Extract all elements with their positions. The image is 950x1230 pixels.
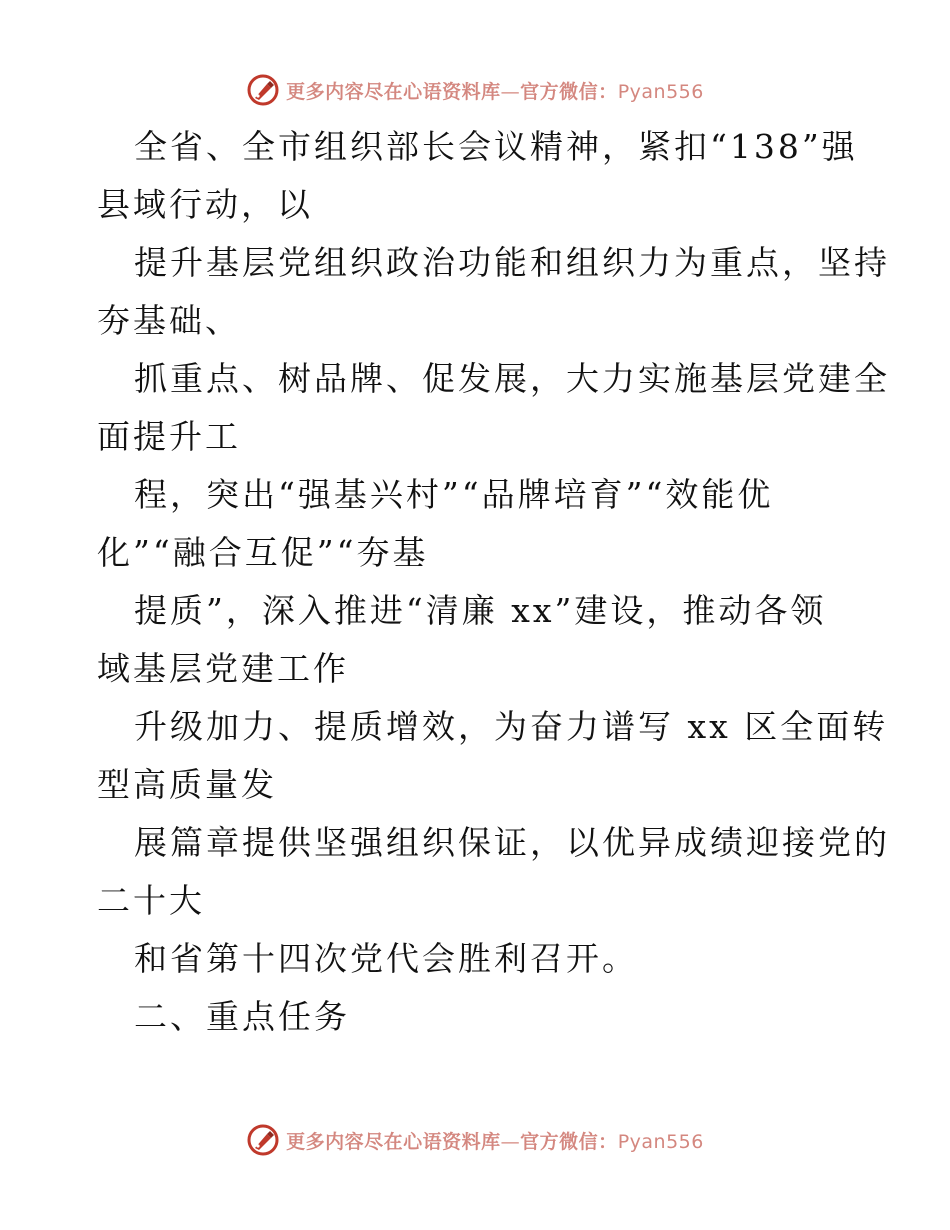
header-watermark: [0, 70, 950, 110]
footer-watermark: [0, 1120, 950, 1160]
paragraph-line: 抓重点、树品牌、促发展，大力实施基层党建全: [134, 359, 890, 398]
paragraph-line: 二十大: [97, 881, 205, 920]
paragraph-line: 面提升工: [97, 417, 241, 456]
watermark-main: 更多内容尽在心语资料库: [286, 1130, 501, 1153]
pen-logo-icon: [246, 1123, 280, 1157]
paragraph-line: 提升基层党组织政治功能和组织力为重点，坚持: [134, 243, 890, 282]
paragraph-line: 县域行动，以: [97, 185, 313, 224]
watermark-separator: —: [500, 80, 521, 103]
watermark-text: [286, 1127, 704, 1154]
watermark-contact: 官方微信：: [520, 1130, 618, 1153]
paragraph-line: 域基层党建工作: [97, 649, 349, 688]
paragraph-line: 升级加力、提质增效，为奋力谱写 xx 区全面转: [134, 707, 889, 746]
watermark-separator: —: [500, 1130, 521, 1153]
watermark-contact: 官方微信：: [520, 80, 618, 103]
watermark-id: Pyan556: [617, 1130, 704, 1153]
watermark-main: 更多内容尽在心语资料库: [286, 80, 501, 103]
pen-logo-icon: [246, 73, 280, 107]
document-body: [97, 118, 890, 1046]
paragraph-line: 和省第十四次党代会胜利召开。: [134, 939, 638, 978]
watermark-id: Pyan556: [617, 80, 704, 103]
paragraph-line: 型高质量发: [97, 765, 277, 804]
paragraph-line: 提质”，深入推进“清廉 xx”建设，推动各领: [134, 591, 827, 630]
section-heading: 二、重点任务: [134, 997, 350, 1036]
watermark-text: [286, 77, 704, 104]
paragraph-line: 展篇章提供坚强组织保证，以优异成绩迎接党的: [134, 823, 890, 862]
paragraph-line: 化”“融合互促”“夯基: [97, 533, 429, 572]
paragraph-line: 程，突出“强基兴村”“品牌培育”“效能优: [134, 475, 774, 514]
paragraph-line: 全省、全市组织部长会议精神，紧扣“138”强: [134, 127, 858, 166]
paragraph-line: 夯基础、: [97, 301, 241, 340]
